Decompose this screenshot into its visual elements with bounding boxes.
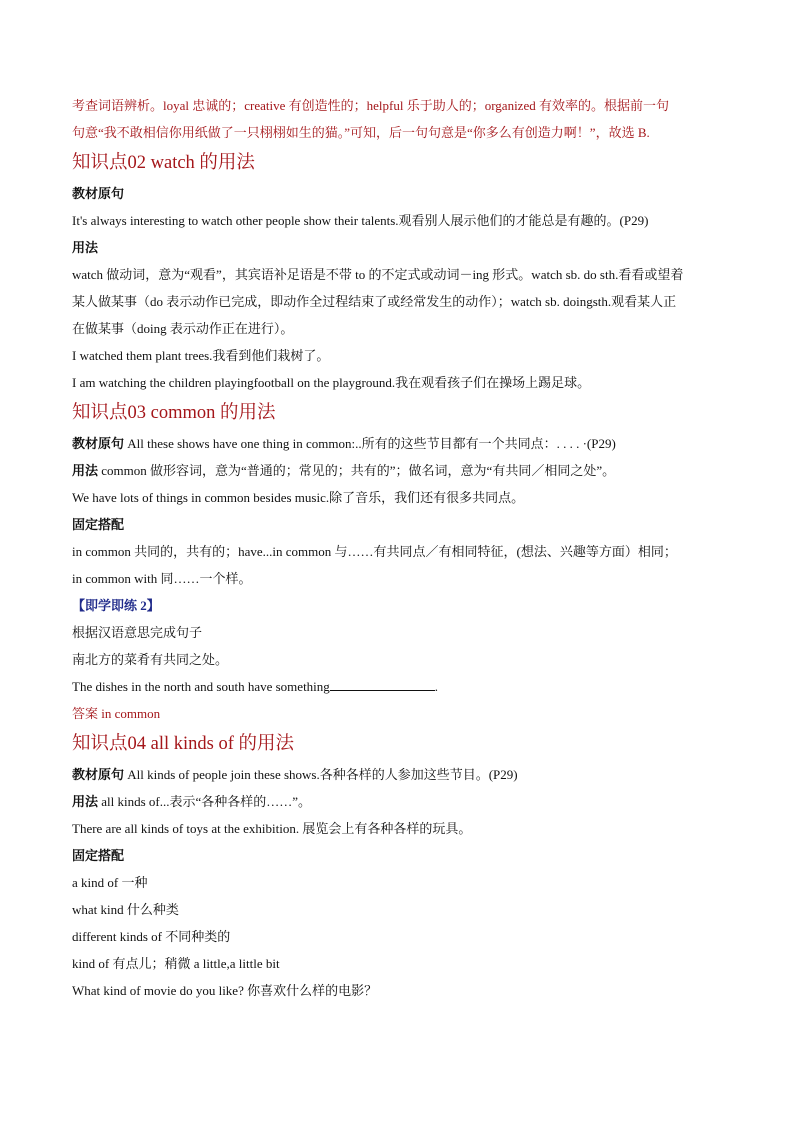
collocation-item: a kind of 一种 — [72, 875, 148, 890]
usage-text: common 做形容词，意为“普通的；常见的；共有的”；做名词，意为“有共同／相同之处”。 — [98, 463, 616, 478]
label-original-sentence: 教材原句 — [72, 436, 125, 451]
usage-text: 某人做某事（do 表示动作已完成，即动作全过程结束了或经常发生的动作）；watch sb. doingsth.观看某人正 — [72, 294, 677, 309]
collocation-text: in common with 同……一个样。 — [72, 571, 252, 586]
collocation-item: What kind of movie do you like? 你喜欢什么样的电影？ — [72, 983, 378, 998]
practice-english — [72, 673, 727, 700]
practice-label: 【即学即练 2】 — [72, 598, 160, 613]
practice-chinese: 南北方的菜肴有共同之处。 — [72, 652, 229, 667]
label-collocation: 固定搭配 — [72, 517, 125, 532]
label-usage: 用法 — [72, 463, 99, 478]
practice-english-prefix: The dishes in the north and south have something — [72, 679, 330, 694]
usage-text: all kinds of...表示“各种各样的……”。 — [98, 794, 312, 809]
label-original-sentence: 教材原句 — [72, 186, 125, 201]
example-sentence: We have lots of things in common besides music.除了音乐，我们还有很多共同点。 — [72, 490, 525, 505]
answer-text: 答案 in common — [72, 706, 161, 721]
label-usage: 用法 — [72, 794, 99, 809]
usage-text: 在做某事（doing 表示动作正在进行）。 — [72, 321, 294, 336]
usage-row — [72, 788, 727, 815]
collocation-item: kind of 有点儿；稍微 a little,a little bit — [72, 956, 280, 971]
original-sentence-row — [72, 430, 727, 457]
document-page — [72, 92, 727, 1004]
original-sentence: All kinds of people join these shows.各种各样的人参加这些节目。(P29) — [124, 767, 518, 782]
explanation-line: 句意“我不敢相信你用纸做了一只栩栩如生的猫。”可知，后一句句意是“你多么有创造力啊！”，故选 B. — [72, 125, 650, 140]
label-collocation: 固定搭配 — [72, 848, 125, 863]
practice-instruction: 根据汉语意思完成句子 — [72, 625, 203, 640]
label-original-sentence: 教材原句 — [72, 767, 125, 782]
label-usage: 用法 — [72, 240, 99, 255]
section-heading: 知识点02 watch 的用法 — [72, 153, 255, 173]
usage-text: watch 做动词，意为“观看”，其宾语补足语是不带 to 的不定式或动词－ing 形式。watch sb. do sth.看看或望着 — [72, 267, 684, 282]
example-sentence: There are all kinds of toys at the exhibition. 展览会上有各种各样的玩具。 — [72, 821, 472, 836]
section-heading: 知识点03 common 的用法 — [72, 403, 276, 423]
collocation-text: in common 共同的，共有的；have...in common 与……有共同点／有相同特征，(想法、兴趣等方面）相同； — [72, 544, 677, 559]
explanation-line: 考查词语辨析。loyal 忠诚的；creative 有创造性的；helpful 乐于助人的；organized 有效率的。根据前一句 — [72, 98, 669, 113]
original-sentence-row — [72, 761, 727, 788]
original-sentence: It's always interesting to watch other people show their talents.观看别人展示他们的才能总是有趣的。(P29) — [72, 213, 649, 228]
example-sentence: I am watching the children playingfootball on the playground.我在观看孩子们在操场上踢足球。 — [72, 375, 591, 390]
section-heading: 知识点04 all kinds of 的用法 — [72, 734, 294, 754]
example-sentence: I watched them plant trees.我看到他们栽树了。 — [72, 348, 330, 363]
practice-english-suffix: . — [434, 679, 439, 694]
collocation-item: what kind 什么种类 — [72, 902, 179, 917]
original-sentence: All these shows have one thing in common:..所有的这些节目都有一个共同点：. . . . ·(P29) — [124, 436, 616, 451]
usage-row — [72, 457, 727, 484]
collocation-item: different kinds of 不同种类的 — [72, 929, 231, 944]
answer-blank[interactable] — [330, 678, 435, 691]
